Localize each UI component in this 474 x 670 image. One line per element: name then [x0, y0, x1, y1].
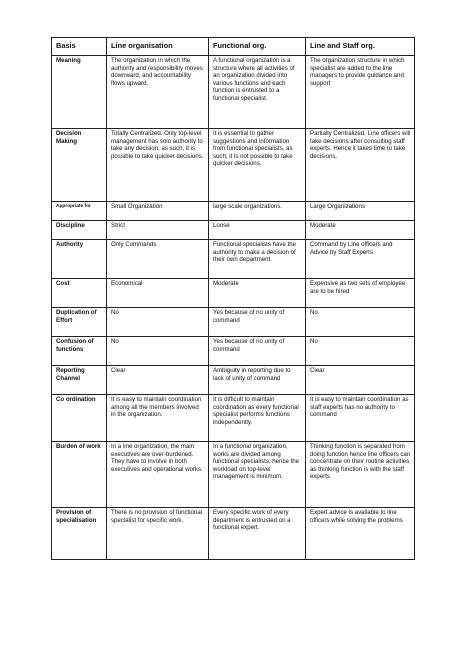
row-basis-label: Provision of specialisation — [52, 508, 107, 560]
header-line-organisation: Line organisation — [107, 38, 209, 56]
functional-org-cell: large scale organizations. — [209, 202, 306, 221]
line-and-staff-cell: Command by Line officers and Advice by Staff Experts — [306, 240, 415, 279]
row-basis-label: Discipline — [52, 221, 107, 240]
comparison-table — [51, 37, 415, 560]
row-basis-label: Duplication of Effort — [52, 308, 107, 337]
row-basis-label: Reporting Channel — [52, 366, 107, 395]
line-and-staff-cell: Expert advice is available to line officers while solving the problems — [306, 508, 415, 560]
line-and-staff-cell: The organization structure in which specialist are added to the line managers to provide guidance and support — [306, 56, 415, 129]
line-organisation-cell: Clear — [107, 366, 209, 395]
header-basis: Basis — [52, 38, 107, 56]
line-organisation-cell: Strict — [107, 221, 209, 240]
line-and-staff-cell: Moderate — [306, 221, 415, 240]
line-and-staff-cell: No — [306, 308, 415, 337]
table-row — [52, 442, 415, 508]
row-basis-label: Co ordination — [52, 395, 107, 442]
table-row — [52, 308, 415, 337]
line-organisation-cell: The organization in which the authority and responsibility moves downward, and accountability flows upward. — [107, 56, 209, 129]
functional-org-cell: Ambiguity in reporting due to lack of unity of command — [209, 366, 306, 395]
line-organisation-cell: Small Organization — [107, 202, 209, 221]
table-body — [52, 56, 415, 560]
table-row — [52, 56, 415, 129]
functional-org-cell: It is difficult to maintain coordination as every functional specialist performs functions independently. — [209, 395, 306, 442]
functional-org-cell: Loose — [209, 221, 306, 240]
line-and-staff-cell: Expensive as two sets of employee are to be hired — [306, 279, 415, 308]
row-basis-label: Meaning — [52, 56, 107, 129]
functional-org-cell: It is essential to gather suggestions and information from functional specialists, as such, it is not possible to take quicker decisions. — [209, 129, 306, 202]
functional-org-cell: Every specific work of every department is entrusted on a functional expert. — [209, 508, 306, 560]
table-row — [52, 337, 415, 366]
line-organisation-cell: No — [107, 337, 209, 366]
functional-org-cell: Yes because of no unity of command — [209, 337, 306, 366]
line-and-staff-cell: No — [306, 337, 415, 366]
row-basis-label: Cost — [52, 279, 107, 308]
line-and-staff-cell: Clear — [306, 366, 415, 395]
table-row — [52, 202, 415, 221]
row-basis-label: Confusion of functions — [52, 337, 107, 366]
header-line-and-staff-org: Line and Staff org. — [306, 38, 415, 56]
table-row — [52, 279, 415, 308]
table-row — [52, 395, 415, 442]
row-basis-label: Burden of work — [52, 442, 107, 508]
line-and-staff-cell: Partially Centralized. Line officers will take decisions after consulting staff experts. Hence it takes time to take decisions. — [306, 129, 415, 202]
functional-org-cell: A functional organization is a structure where all activities of an organization divided into various functions and each function is entrusted to a functional specialist. — [209, 56, 306, 129]
table-row — [52, 508, 415, 560]
line-and-staff-cell: Large Organizations — [306, 202, 415, 221]
functional-org-cell: In a functional organization, works are divided among functional specialists; hence the workload on top-level management is minimum. — [209, 442, 306, 508]
row-basis-label: Authority — [52, 240, 107, 279]
table-row — [52, 366, 415, 395]
header-functional-org: Functional org. — [209, 38, 306, 56]
line-organisation-cell: Totally Centralized. Only top-level management has solo authority to take any decision, as such, it is possible to take quicker decisions. — [107, 129, 209, 202]
table-row — [52, 129, 415, 202]
row-basis-label: Appropriate for — [52, 202, 107, 221]
line-and-staff-cell: It is easy to maintain coordination as staff experts has no authority to command — [306, 395, 415, 442]
table-header-row — [52, 38, 415, 56]
line-organisation-cell: Economical — [107, 279, 209, 308]
line-organisation-cell: Only Commands — [107, 240, 209, 279]
table-row — [52, 240, 415, 279]
line-organisation-cell: No — [107, 308, 209, 337]
row-basis-label: Decision Making — [52, 129, 107, 202]
line-organisation-cell: It is easy to maintain coordination among all the members involved in the organization. — [107, 395, 209, 442]
functional-org-cell: Yes because of no unity of command — [209, 308, 306, 337]
line-organisation-cell: In a line organization, the main executives are over-burdened. They have to involve in both executives and operational works. — [107, 442, 209, 508]
table-row — [52, 221, 415, 240]
functional-org-cell: Functional specialists have the authority to make a decision of their own department. — [209, 240, 306, 279]
line-and-staff-cell: Thinking function is separated from doing function hence line officers can concentrate on their routine activities as thinking function is with the staff experts — [306, 442, 415, 508]
line-organisation-cell: There is no provision of functional specialist for specific work. — [107, 508, 209, 560]
functional-org-cell: Moderate — [209, 279, 306, 308]
